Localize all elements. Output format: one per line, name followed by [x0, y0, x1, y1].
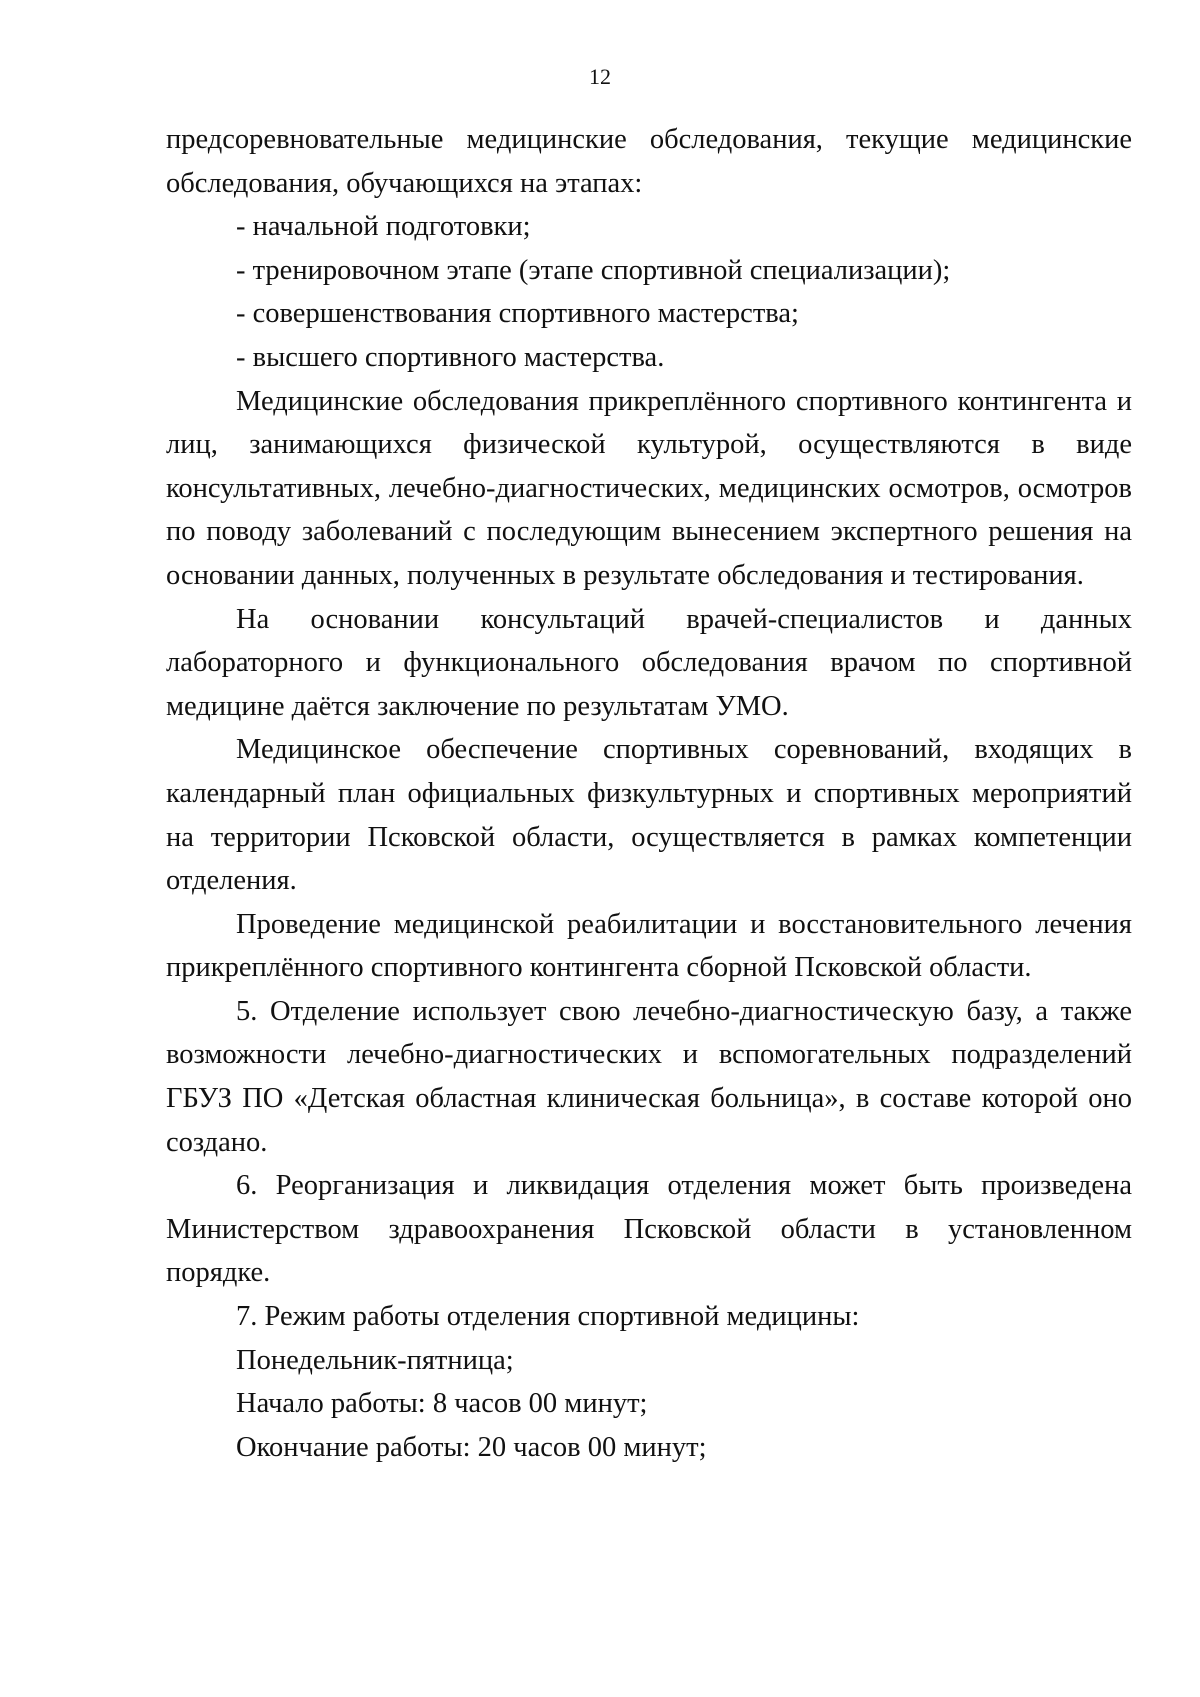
page-number: 12	[589, 64, 611, 89]
list-item: - тренировочном этапе (этапе спортивной специализации);	[236, 254, 951, 286]
paragraph-medical-examinations: Медицинские обследования прикреплённого спортивного контингента и лиц, занимающихся физической культурой, осуществляются в виде консультативных, лечебно-диагностических, медицинских осмотров, осмотров по поводу заболеваний с последующим вынесением экспертного решения на основании данных, полученных в результате обследования и тестирования.	[166, 385, 1132, 591]
paragraph-section-6: 6. Реорганизация и ликвидация отделения может быть произведена Министерством здравоохранения Псковской области в установленном порядке.	[166, 1170, 1132, 1289]
document-body	[166, 118, 1132, 1469]
paragraph-section-5: 5. Отделение использует свою лечебно-диагностическую базу, а также возможности лечебно-диагностических и вспомогательных подразделений ГБУЗ ПО «Детская областная клиническая больница», в составе которой оно создано.	[166, 995, 1132, 1158]
schedule-start: Начало работы: 8 часов 00 минут;	[236, 1388, 648, 1420]
paragraph-continuation: предсоревновательные медицинские обследования, текущие медицинские обследования, обучающихся на этапах:	[166, 124, 1132, 199]
paragraph-consultations: На основании консультаций врачей-специалистов и данных лабораторного и функционального обследования врачом по спортивной медицине даётся заключение по результатам УМО.	[166, 603, 1132, 722]
paragraph-section-7: 7. Режим работы отделения спортивной медицины:	[236, 1301, 860, 1333]
list-item: - начальной подготовки;	[236, 211, 531, 243]
schedule-end: Окончание работы: 20 часов 00 минут;	[236, 1431, 707, 1463]
list-item: - совершенствования спортивного мастерства;	[236, 298, 799, 330]
paragraph-competition-support: Медицинское обеспечение спортивных соревнований, входящих в календарный план официальных физкультурных и спортивных мероприятий на территории Псковской области, осуществляется в рамках компетенции отделения.	[166, 734, 1132, 897]
schedule-days: Понедельник-пятница;	[236, 1344, 514, 1376]
paragraph-rehabilitation: Проведение медицинской реабилитации и восстановительного лечения прикреплённого спортивного контингента сборной Псковской области.	[166, 908, 1132, 984]
list-item: - высшего спортивного мастерства.	[236, 341, 665, 373]
